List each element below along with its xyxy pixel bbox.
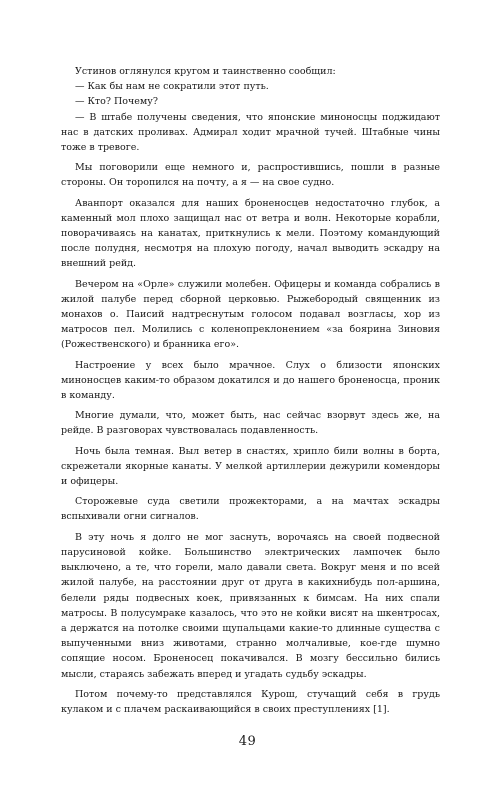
paragraph: Мы поговорили еще немного и, распростившись, пошли в разные стороны. Он торопился на почту, а я — на свое судно. [61, 162, 440, 189]
paragraph-dialog: — Как бы нам не сократили этот путь. [75, 81, 269, 93]
paragraph: Вечером на «Орле» служили молебен. Офицеры и команда собрались в жилой палубе перед сборной церковью. Рыжебородый священник из монахов о. Паисий надтреснутым голосом подавал возгласы, хор из матросов пел. Молились с коленопреклонением «за боярина Зиновия (Рожественского) и бранника его». [61, 278, 440, 351]
paragraph: Сторожевые суда светили прожекторами, а на мачтах эскадры вспыхивали огни сигналов. [61, 496, 440, 523]
page-number: 49 [238, 734, 257, 749]
book-page-text [61, 64, 440, 717]
paragraph: Потом почему-то представлялся Курош, стучащий себя в грудь кулаком и с плачем раскаивающийся в своих преступлениях [1]. [61, 688, 440, 715]
paragraph: В эту ночь я долго не мог заснуть, ворочаясь на своей подвесной парусиновой койке. Большинство электрических лампочек было выключено, а те, что горели, мало давали света. Вокруг меня и по всей жилой палубе, на расстоянии друг от друга в какихнибудь пол-аршина, белели ряды подвесных коек, привязанных к бимсам. На них спали матросы. В полусумраке казалось, что это не койки висят на шкентросах, а держатся на потолке своими щупальцами какие-то длинные существа с выпученными вниз животами, странно молчаливые, кое-где шумно сопящие носом. Броненосец покачивался. В мозгу бессильно бились мысли, стараясь забежать вперед и угадать судьбу эскадры. [61, 531, 440, 680]
paragraph: Устинов оглянулся кругом и таинственно сообщил: [75, 66, 336, 77]
paragraph-dialog: — В штабе получены сведения, что японские миноносцы поджидают нас в датских проливах. Адмирал ходит мрачной тучей. Штабные чины тоже в тревоге. [61, 111, 440, 154]
paragraph: Настроение у всех было мрачное. Слух о близости японских миноносцев каким-то образом докатился и до нашего броненосца, проник в команду. [61, 359, 440, 402]
paragraph-dialog: — Кто? Почему? [75, 96, 158, 108]
paragraph: Ночь была темная. Выл ветер в снастях, хрипло били волны в борта, скрежетали якорные канаты. У мелкой артиллерии дежурили комендоры и офицеры. [61, 445, 440, 488]
paragraph: Аванпорт оказался для наших броненосцев недостаточно глубок, а каменный мол плохо защищал нас от ветра и волн. Некоторые корабли, поворачиваясь на канатах, приткнулись к мели. Поэтому командующий после полудня, несмотря на плохую погоду, начал выводить эскадру на внешний рейд. [61, 197, 440, 270]
paragraph: Многие думали, что, может быть, нас сейчас взорвут здесь же, на рейде. В разговорах чувствовалась подавленность. [61, 410, 440, 437]
